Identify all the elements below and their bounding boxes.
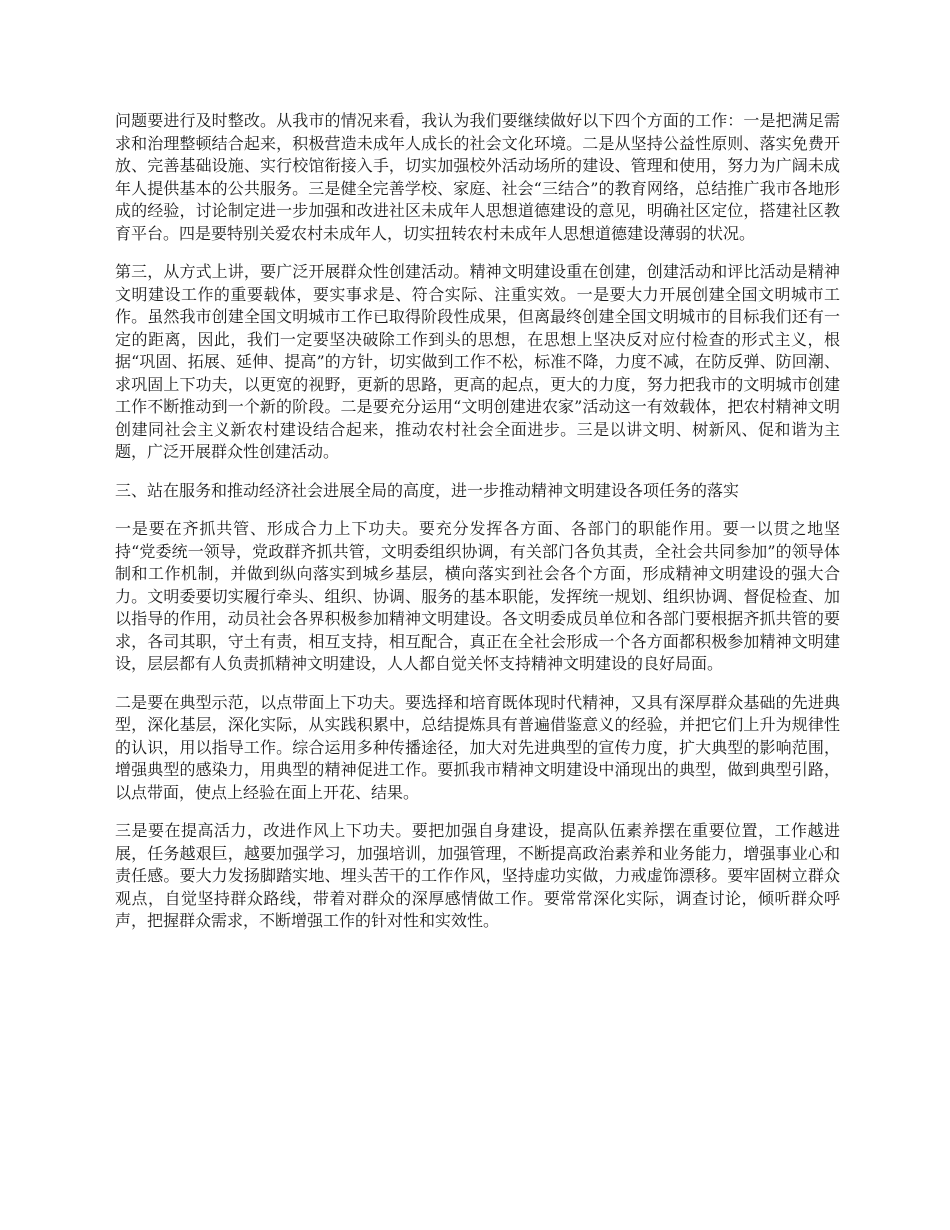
paragraph-joint-management: 一是要在齐抓共管、形成合力上下功夫。要充分发挥各方面、各部门的职能作用。要一以贯之地坚持“党委统一领导，党政群齐抓共管，文明委组织协调，有关部门各负其责，全社会共同参加”的领导体制和工作机制，并做到纵向落实到城乡基层，横向落实到社会各个方面，形成精神文明建设的强大合力。文明委要切实履行牵头、组织、协调、服务的基本职能，发挥统一规划、组织协调、督促检查、加以指导的作用，动员社会各界积极参加精神文明建设。各文明委成员单位和各部门要根据齐抓共管的要求，各司其职，守土有责，相互支持，相互配合，真正在全社会形成一个各方面都积极参加精神文明建设，层层都有人负责抓精神文明建设，人人都自觉关怀支持精神文明建设的良好局面。: [115, 519, 840, 673]
document-body: [115, 110, 840, 949]
paragraph-youth-work: 问题要进行及时整改。从我市的情况来看，我认为我们要继续做好以下四个方面的工作：一是把满足需求和治理整顿结合起来，积极营造未成年人成长的社会文化环境。二是从坚持公益性原则、落实免费开放、完善基础设施、实行校馆衔接入手，切实加强校外活动场所的建设、管理和使用，努力为广阔未成年人提供基本的公共服务。三是健全完善学校、家庭、社会“三结合”的教育网络，总结推广我市各地形成的经验，讨论制定进一步加强和改进社区未成年人思想道德建设的意见，明确社区定位，搭建社区教育平台。四是要特别关爱农村未成年人，切实扭转农村未成年人思想道德建设薄弱的状况。: [115, 111, 840, 243]
paragraph-work-style: 三是要在提高活力，改进作风上下功夫。要把加强自身建设，提高队伍素养摆在重要位置，工作越进展，任务越艰巨，越要加强学习，加强培训，加强管理，不断提高政治素养和业务能力，增强事业心和责任感。要大力发扬脚踏实地、埋头苦干的工作作风，坚持虚功实做，力戒虚饰漂移。要牢固树立群众观点，自觉坚持群众路线，带着对群众的深厚感情做工作。要常常深化实际，调查讨论，倾听群众呼声，把握群众需求，不断增强工作的针对性和实效性。: [115, 821, 840, 930]
paragraph-typical-examples: 二是要在典型示范，以点带面上下功夫。要选择和培育既体现时代精神，又具有深厚群众基础的先进典型，深化基层，深化实际，从实践积累中，总结提炼具有普遍借鉴意义的经验，并把它们上升为规律性的认识，用以指导工作。综合运用多种传播途径，加大对先进典型的宣传力度，扩大典型的影响范围，增强典型的感染力，用典型的精神促进工作。要抓我市精神文明建设中涌现出的典型，做到典型引路，以点带面，使点上经验在面上开花、结果。: [115, 692, 840, 802]
paragraph-creation-activities: 第三，从方式上讲，要广泛开展群众性创建活动。精神文明建设重在创建，创建活动和评比活动是精神文明建设工作的重要载体，要实事求是、符合实际、注重实效。一是要大力开展创建全国文明城市工作。虽然我市创建全国文明城市工作已取得阶段性成果，但离最终创建全国文明城市的目标我们还有一定的距离，因此，我们一定要坚决破除工作到头的思想，在思想上坚决反对应付检查的形式主义，根据“巩固、拓展、延伸、提高”的方针，切实做到工作不松，标准不降，力度不减，在防反弹、防回潮、求巩固上下功夫，以更宽的视野，更新的思路，更高的起点，更大的力度，努力把我市的文明城市创建工作不断推动到一个新的阶段。二是要充分运用“文明创建进农家”活动这一有效载体，把农村精神文明创建同社会主义新农村建设结合起来，推动农村社会全面进步。三是以讲文明、树新风、促和谐为主题，广泛开展群众性创建活动。: [115, 262, 840, 461]
section-heading-three: 三、站在服务和推动经济社会进展全局的高度，进一步推动精神文明建设各项任务的落实: [115, 480, 740, 500]
